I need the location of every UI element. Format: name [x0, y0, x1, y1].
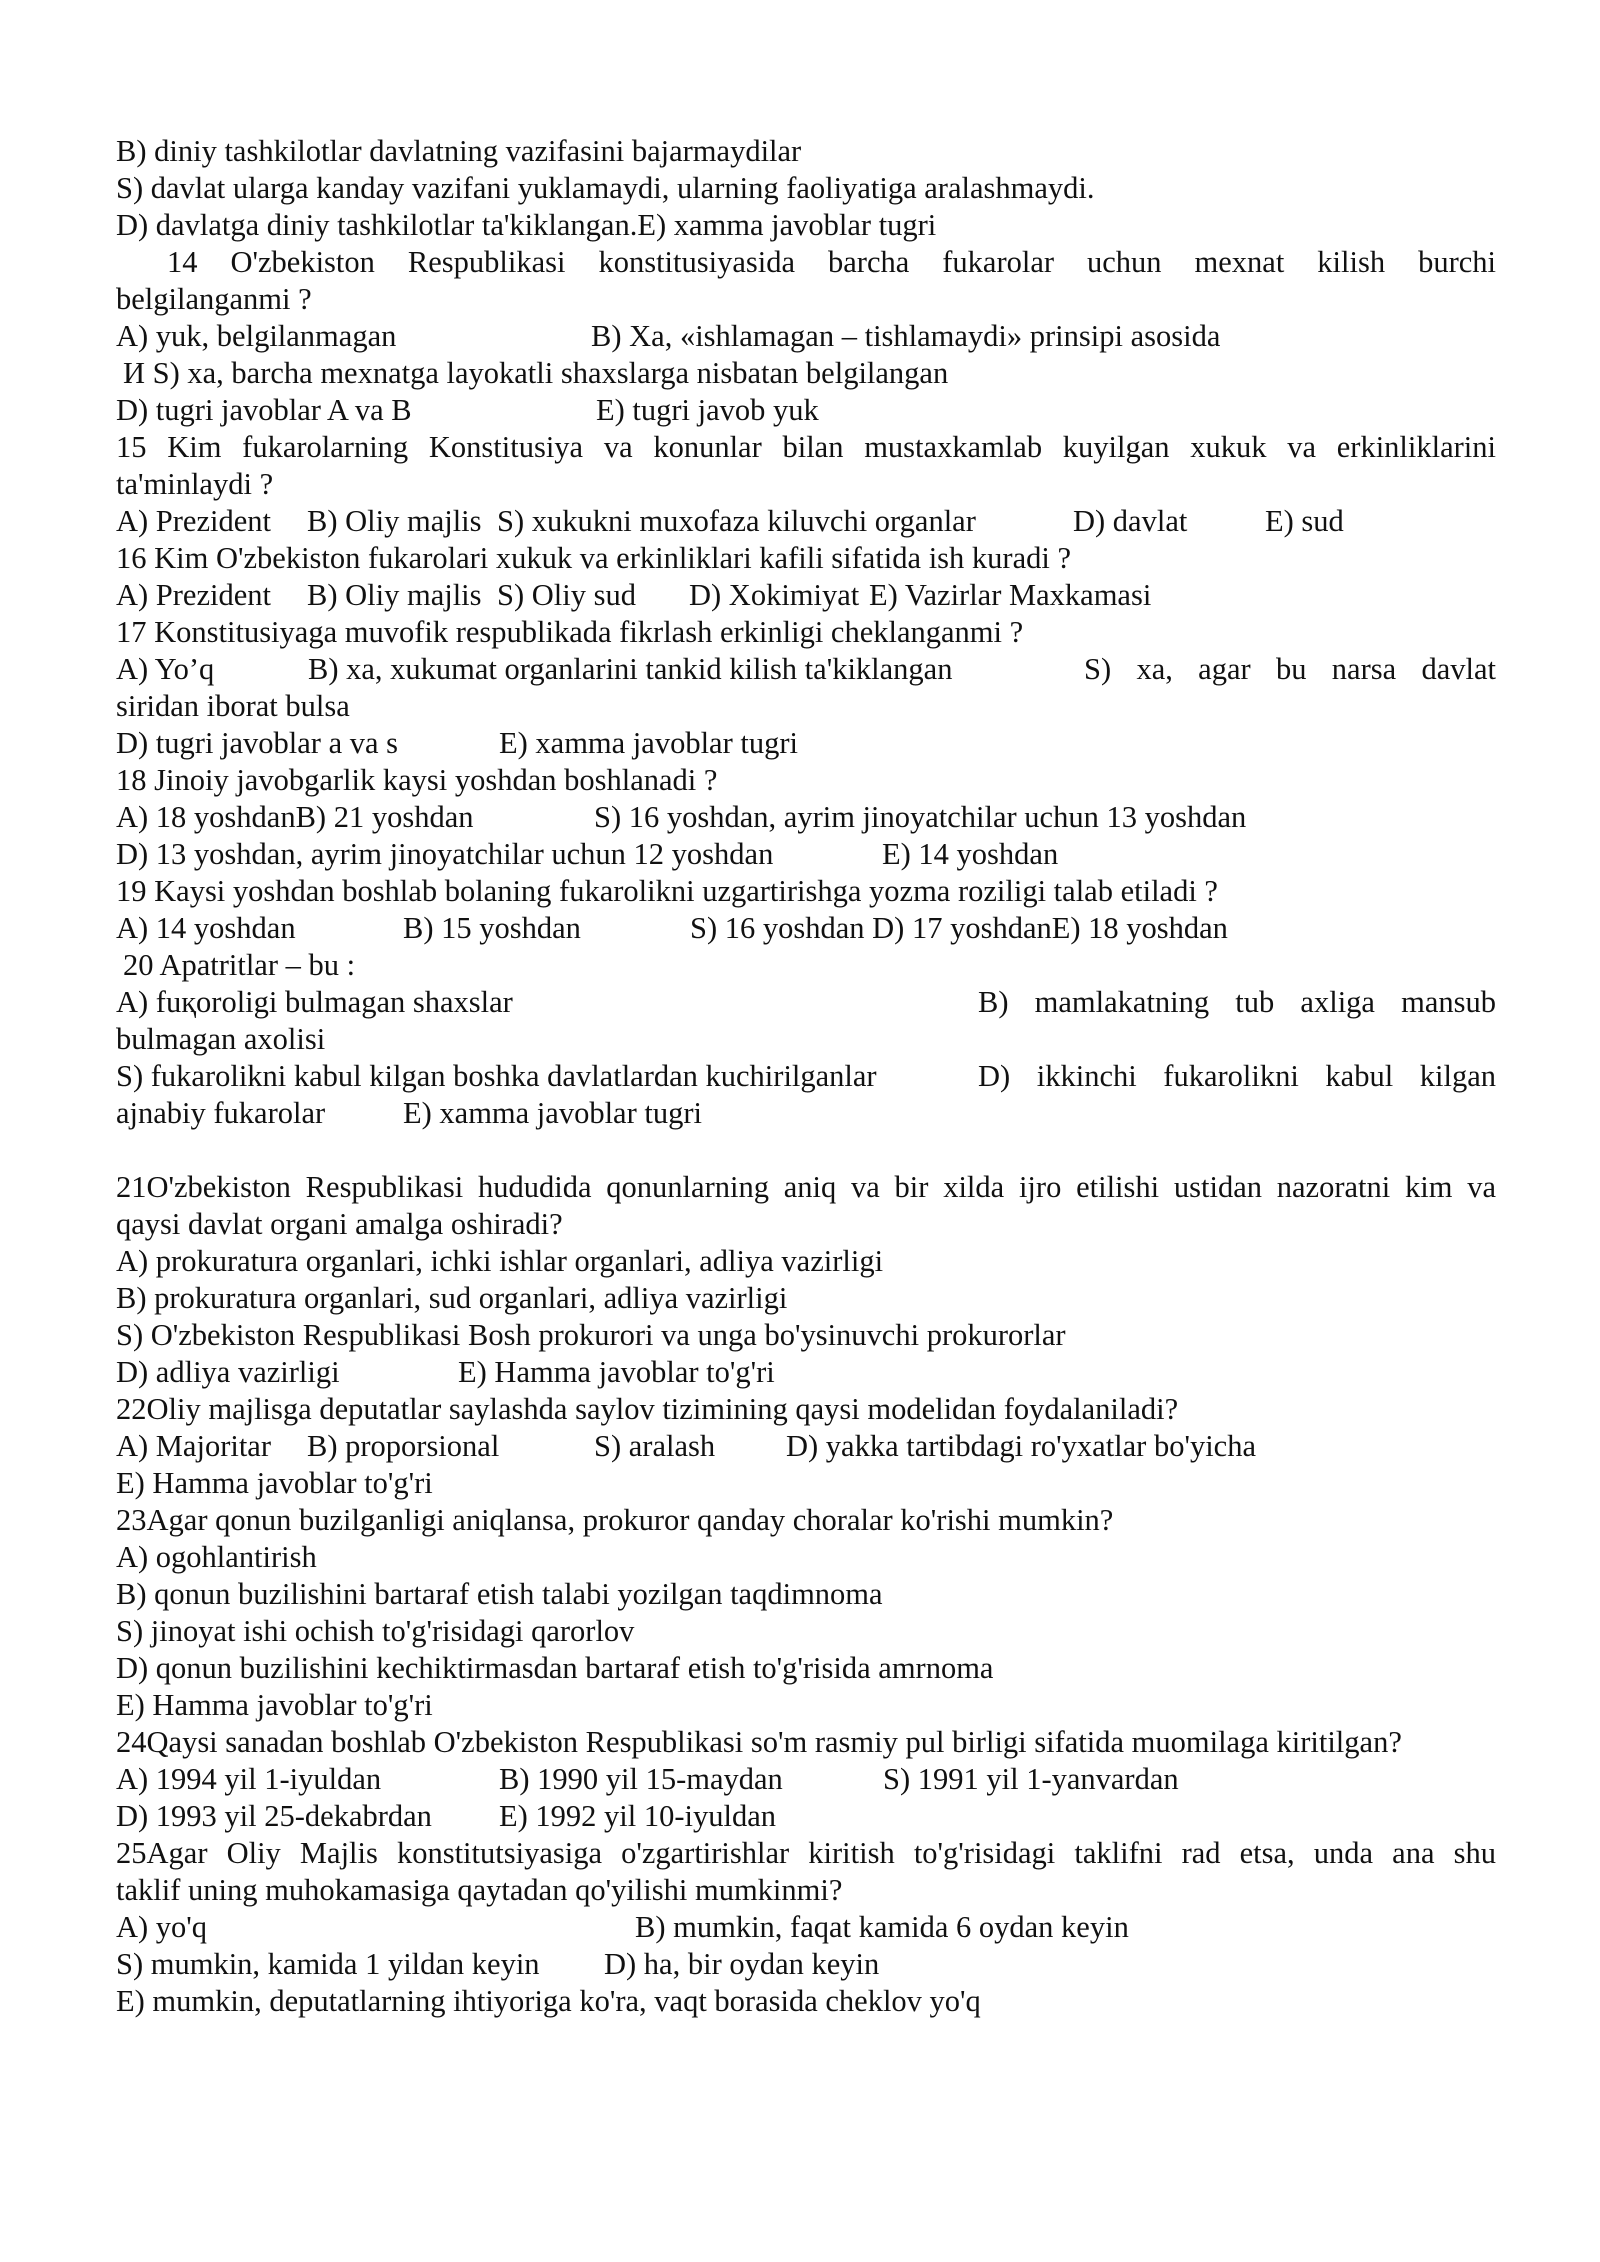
- answer-row: [116, 1095, 1496, 1132]
- answer-option: E) 14 yoshdan: [882, 837, 1059, 871]
- answer-row: [116, 836, 1496, 873]
- answer-line: B) prokuratura organlari, sud organlari, adliya vazirligi: [116, 1281, 788, 1315]
- question-16: 16 Kim O'zbekiston fukarolari xukuk va erkinliklari kafili sifatida ish kuradi ?: [116, 541, 1071, 575]
- answer-row: [116, 651, 1496, 688]
- answer-option: A) Yo’q: [116, 652, 215, 686]
- question-21: 21O'zbekiston Respublikasi hududida qonunlarning aniq va bir xilda ijro etilishi ustidan nazoratni kim va: [116, 1170, 1496, 1204]
- answer-option: A) fuқoroligi bulmagan shaxslar: [116, 985, 513, 1019]
- answer-row: [116, 984, 1496, 1021]
- answer-option: E) sud: [1265, 504, 1344, 538]
- answer-option: A) yuk, belgilanmagan: [116, 319, 397, 353]
- answer-line: A) prokuratura organlari, ichki ishlar organlari, adliya vazirligi: [116, 1244, 884, 1278]
- answer-option: E) Vazirlar Maxkamasi: [869, 578, 1152, 612]
- answer-option: B) Xa, «ishlamagan – tishlamaydi» prinsipi asosida: [591, 319, 1221, 353]
- answer-row: [116, 1354, 1496, 1391]
- blank-line: [116, 1132, 1496, 1169]
- answer-option: A) 14 yoshdan: [116, 911, 296, 945]
- answer-option: D) 13 yoshdan, ayrim jinoyatchilar uchun 12 yoshdan: [116, 837, 774, 871]
- question-19: 19 Kaysi yoshdan boshlab bolaning fukarolikni uzgartirishga yozma roziligi talab etiladi ?: [116, 874, 1218, 908]
- question-18: 18 Jinoiy javobgarlik kaysi yoshdan boshlanadi ?: [116, 763, 718, 797]
- question-20: 20 Apatritlar – bu :: [123, 948, 356, 982]
- answer-row: [116, 318, 1496, 355]
- answer-option: B) 15 yoshdan: [403, 911, 581, 945]
- answer-option: B) Oliy majlis: [307, 578, 482, 612]
- answer-option: B) mamlakatning tub axliga mansub: [978, 985, 1496, 1019]
- answer-row: [116, 1761, 1496, 1798]
- question-23: 23Agar qonun buzilganligi aniqlansa, prokuror qanday choralar ko'rishi mumkin?: [116, 1503, 1114, 1537]
- answer-line: S) O'zbekiston Respublikasi Bosh prokurori va unga bo'ysinuvchi prokurorlar: [116, 1318, 1066, 1352]
- answer-option: D) tugri javoblar A va B: [116, 393, 412, 427]
- answer-option: D) Xokimiyat: [689, 578, 860, 612]
- answer-line: E) mumkin, deputatlarning ihtiyoriga ko'ra, vaqt borasida cheklov yo'q: [116, 1984, 981, 2018]
- answer-option: D) 1993 yil 25-dekabrdan: [116, 1799, 432, 1833]
- answer-line-cont: siridan iborat bulsa: [116, 689, 350, 723]
- question-24: 24Qaysi sanadan boshlab O'zbekiston Respublikasi so'm rasmiy pul birligi sifatida muomilaga kiritilgan?: [116, 1725, 1402, 1759]
- answer-line: И S) xa, barcha mexnatga layokatli shaxslarga nisbatan belgilangan: [123, 356, 949, 390]
- answer-option: E) xamma javoblar tugri: [499, 726, 798, 760]
- answer-row: [116, 910, 1496, 947]
- answer-option: D) yakka tartibdagi ro'yxatlar bo'yicha: [786, 1429, 1257, 1463]
- question-15: 15 Kim fukarolarning Konstitusiya va konunlar bilan mustaxkamlab kuyilgan xukuk va erkinliklarini: [116, 430, 1496, 464]
- answer-option: E) Hamma javoblar to'g'ri: [458, 1355, 775, 1389]
- answer-option: E) 1992 yil 10-iyuldan: [499, 1799, 777, 1833]
- answer-option: B) mumkin, faqat kamida 6 oydan keyin: [635, 1910, 1129, 1944]
- answer-option: ajnabiy fukarolar: [116, 1096, 326, 1130]
- answer-line: D) davlatga diniy tashkilotlar ta'kiklangan.E) xamma javoblar tugri: [116, 208, 937, 242]
- answer-row: [116, 1798, 1496, 1835]
- answer-option: A) 18 yoshdanB) 21 yoshdan: [116, 800, 474, 834]
- answer-row: [116, 1428, 1496, 1465]
- answer-option: D) ha, bir oydan keyin: [604, 1947, 880, 1981]
- question-21-cont: qaysi davlat organi amalga oshiradi?: [116, 1207, 563, 1241]
- answer-option: S) aralash: [594, 1429, 716, 1463]
- answer-option: B) proporsional: [307, 1429, 500, 1463]
- answer-option: S) xukukni muxofaza kiluvchi organlar: [497, 504, 976, 538]
- answer-row: [116, 1058, 1496, 1095]
- answer-row: [116, 577, 1496, 614]
- answer-line: D) qonun buzilishini kechiktirmasdan bartaraf etish to'g'risida amrnoma: [116, 1651, 994, 1685]
- answer-line: S) jinoyat ishi ochish to'g'risidagi qarorlov: [116, 1614, 635, 1648]
- question-17: 17 Konstitusiyaga muvofik respublikada fikrlash erkinligi cheklanganmi ?: [116, 615, 1024, 649]
- question-14: 14 O'zbekiston Respublikasi konstitusiyasida barcha fukarolar uchun mexnat kilish burchi: [167, 245, 1496, 279]
- answer-option: S) 1991 yil 1-yanvardan: [883, 1762, 1179, 1796]
- answer-option: S) fukarolikni kabul kilgan boshka davlatlardan kuchirilganlar: [116, 1059, 877, 1093]
- answer-line: S) davlat ularga kanday vazifani yuklamaydi, ularning faoliyatiga aralashmaydi.: [116, 171, 1095, 205]
- answer-row: [116, 799, 1496, 836]
- question-22: 22Oliy majlisga deputatlar saylashda saylov tizimining qaysi modelidan foydalaniladi?: [116, 1392, 1179, 1426]
- answer-line: B) diniy tashkilotlar davlatning vazifasini bajarmaydilar: [116, 134, 802, 168]
- question-25-cont: taklif uning muhokamasiga qaytadan qo'yilishi mumkinmi?: [116, 1873, 843, 1907]
- answer-row: [116, 392, 1496, 429]
- answer-option: E) tugri javob yuk: [596, 393, 819, 427]
- answer-option: S) 16 yoshdan, ayrim jinoyatchilar uchun 13 yoshdan: [594, 800, 1247, 834]
- question-25: 25Agar Oliy Majlis konstitutsiyasiga o'zgartirishlar kiritish to'g'risidagi taklifni rad etsa, unda ana shu: [116, 1836, 1496, 1870]
- answer-option: A) Prezident: [116, 578, 271, 612]
- answer-line: E) Hamma javoblar to'g'ri: [116, 1688, 433, 1722]
- answer-option: D) davlat: [1073, 504, 1188, 538]
- answer-option: S) Oliy sud: [497, 578, 636, 612]
- answer-option: A) yo'q: [116, 1910, 208, 1944]
- answer-row: [116, 1946, 1496, 1983]
- answer-line: A) ogohlantirish: [116, 1540, 317, 1574]
- answer-option: D) tugri javoblar a va s: [116, 726, 399, 760]
- answer-option: D) ikkinchi fukarolikni kabul kilgan: [978, 1059, 1496, 1093]
- answer-option: B) Oliy majlis: [307, 504, 482, 538]
- question-15-cont: ta'minlaydi ?: [116, 467, 274, 501]
- answer-line: E) Hamma javoblar to'g'ri: [116, 1466, 433, 1500]
- answer-line-cont: bulmagan axolisi: [116, 1022, 326, 1056]
- document-page: [116, 133, 1496, 2020]
- answer-option: B) 1990 yil 15-maydan: [499, 1762, 783, 1796]
- answer-option: E) xamma javoblar tugri: [403, 1096, 702, 1130]
- answer-option: S) xa, agar bu narsa davlat: [1084, 652, 1496, 686]
- answer-option: S) 16 yoshdan D) 17 yoshdanE) 18 yoshdan: [690, 911, 1228, 945]
- answer-option: A) 1994 yil 1-iyuldan: [116, 1762, 382, 1796]
- answer-line: B) qonun buzilishini bartaraf etish talabi yozilgan taqdimnoma: [116, 1577, 883, 1611]
- answer-row: [116, 1909, 1496, 1946]
- answer-option: D) adliya vazirligi: [116, 1355, 340, 1389]
- answer-option: A) Prezident: [116, 504, 271, 538]
- answer-option: S) mumkin, kamida 1 yildan keyin: [116, 1947, 540, 1981]
- answer-row: [116, 725, 1496, 762]
- question-14-cont: belgilanganmi ?: [116, 282, 312, 316]
- answer-option: A) Majoritar: [116, 1429, 271, 1463]
- answer-row: [116, 503, 1496, 540]
- answer-option: B) xa, xukumat organlarini tankid kilish ta'kiklangan: [308, 652, 953, 686]
